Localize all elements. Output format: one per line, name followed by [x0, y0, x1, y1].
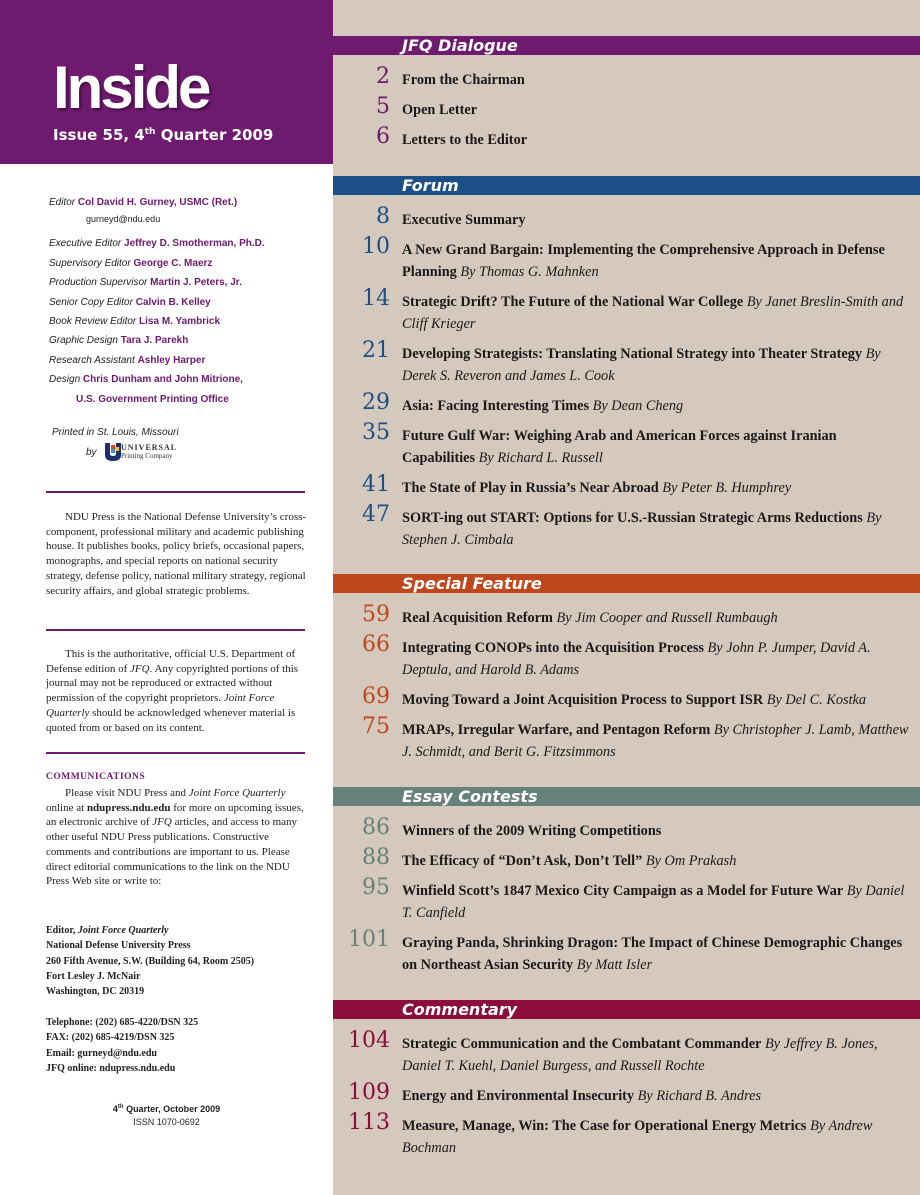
section-header [333, 574, 920, 593]
printed-location: Printed in St. Louis, Missouri [52, 427, 179, 438]
page-number: 41 [362, 472, 390, 497]
issue-quarter: Quarter 2009 [155, 126, 274, 144]
article-author: By Richard B. Andres [637, 1088, 762, 1104]
staff-row: Production Supervisor Martin J. Peters, Jr. [49, 277, 242, 289]
printer-logo [103, 441, 178, 463]
section-header [333, 1000, 920, 1019]
section-title: Commentary [402, 1000, 518, 1019]
staff-row: Supervisory Editor George C. Maerz [49, 257, 213, 269]
divider [46, 491, 305, 493]
section-header [333, 787, 920, 806]
article-title: SORT-ing out START: Options for U.S.-Russian Strategic Arms Reductions [402, 510, 863, 526]
page-number: 101 [348, 927, 390, 952]
inside-header [0, 0, 333, 164]
article-author: By Janet Breslin-Smith and Cliff Krieger [402, 294, 904, 332]
staff-list [49, 193, 265, 409]
article-title: Strategic Drift? The Future of the National War College [402, 294, 744, 310]
article-title: Moving Toward a Joint Acquisition Process to Support ISR [402, 692, 764, 708]
article-title: Open Letter [402, 102, 478, 118]
article-title: Strategic Communication and the Combatant Commander [402, 1036, 762, 1052]
page-number: 113 [348, 1110, 390, 1135]
article-title: The State of Play in Russia’s Near Abroad [402, 480, 659, 496]
divider [46, 752, 305, 754]
article-title: Graying Panda, Shrinking Dragon: The Impact of Chinese Demographic Changes on Northeast Asian Security [402, 935, 903, 973]
article-author: By Peter B. Humphrey [662, 480, 792, 496]
authority-paragraph: This is the authoritative, official U.S. Department of Defense edition of JFQ. Any copyrighted portions of this journal may not be reproduced or extracted without permission of the copyright proprietors. Joint Force Quarterly should be acknowledged whenever material is quoted from or based on its content. [46, 648, 299, 734]
article-title: Energy and Environmental Insecurity [402, 1088, 635, 1104]
article-title: Winfield Scott’s 1847 Mexico City Campaign as a Model for Future War [402, 883, 844, 899]
online-link[interactable]: JFQ online: ndupress.ndu.edu [46, 1062, 176, 1074]
staff-row-cont: U.S. Government Printing Office [76, 393, 229, 405]
page-number: 35 [362, 420, 390, 445]
page-number: 47 [362, 502, 390, 527]
page-number: 66 [362, 632, 390, 657]
staff-row: Editor Col David H. Gurney, USMC (Ret.) [49, 197, 238, 208]
issue-line [53, 126, 273, 144]
article-author: By Del C. Kostka [766, 692, 867, 708]
article-title: Integrating CONOPs into the Acquisition Process [402, 640, 704, 656]
article-title: A New Grand Bargain: Implementing the Comprehensive Approach in Defense Planning [402, 242, 885, 280]
page-number: 8 [376, 204, 390, 229]
staff-row: Book Review Editor Lisa M. Yambrick [49, 316, 221, 328]
page-number: 109 [348, 1080, 390, 1105]
printer-logo-sub: Printing Company [121, 452, 173, 460]
article-title: Future Gulf War: Weighing Arab and American Forces against Iranian Capabilities [402, 428, 837, 466]
page-number: 2 [376, 64, 390, 89]
article-author: By Stephen J. Cimbala [402, 510, 882, 548]
website-link[interactable]: ndupress.ndu.edu [86, 801, 171, 814]
article-author: By Dean Cheng [592, 398, 684, 414]
page-number: 5 [376, 94, 390, 119]
article-title: Winners of the 2009 Writing Competitions [402, 823, 662, 839]
page-title: Inside [53, 54, 209, 121]
staff-row: Research Assistant Ashley Harper [49, 354, 206, 366]
article-title: Asia: Facing Interesting Times [402, 398, 590, 414]
page-number: 88 [362, 845, 390, 870]
issue-date: 4th Quarter, October 2009 ISSN 1070-0692 [0, 1101, 333, 1129]
staff-row: Graphic Design Tara J. Parekh [49, 335, 189, 347]
staff-row: Design Chris Dunham and John Mitrione, [49, 374, 243, 386]
section-title: Essay Contests [402, 787, 538, 806]
communications-heading: COMMUNICATIONS [46, 772, 146, 782]
staff-row: Senior Copy Editor Calvin B. Kelley [49, 296, 211, 308]
table-of-contents [333, 0, 920, 1195]
page-number: 86 [362, 815, 390, 840]
about-paragraph: NDU Press is the National Defense University’s cross-component, professional military and academic publishing house. It publishes books, policy briefs, occasional papers, monographs, and special reports on national security strategy, defense policy, national military strategy, regional security affairs, and global strategic problems. [46, 511, 307, 597]
page-number: 75 [362, 714, 390, 739]
contact-info: Telephone: (202) 685-4220/DSN 325 FAX: (202) 685-4219/DSN 325 Email: gurneyd@ndu.edu JFQ online: ndupress.ndu.edu [46, 1015, 316, 1076]
article-title: Measure, Manage, Win: The Case for Operational Energy Metrics [402, 1118, 807, 1134]
article-title: MRAPs, Irregular Warfare, and Pentagon Reform [402, 722, 711, 738]
page-number: 95 [362, 875, 390, 900]
article-author: By Derek S. Reveron and James L. Cook [402, 346, 881, 384]
article-author: By Daniel T. Canfield [402, 883, 905, 921]
article-title: Executive Summary [402, 212, 526, 228]
article-title: Letters to the Editor [402, 132, 528, 148]
page-number: 21 [362, 338, 390, 363]
email-link[interactable]: Email: gurneyd@ndu.edu [46, 1047, 157, 1059]
page-number: 29 [362, 390, 390, 415]
issue-sup: th [144, 127, 156, 137]
article-author: By Richard L. Russell [478, 449, 603, 466]
section-title: Forum [402, 176, 459, 195]
printer-logo-icon [103, 441, 123, 463]
section-header [333, 36, 920, 55]
page-number: 14 [362, 286, 390, 311]
printed-by: by [86, 446, 97, 458]
issn: ISSN 1070-0692 [133, 1117, 200, 1127]
section-header [333, 176, 920, 195]
article-title: The Efficacy of “Don’t Ask, Don’t Tell” [402, 853, 643, 869]
article-author: By Christopher J. Lamb, Matthew J. Schmidt, and Berit G. Fitzsimmons [402, 722, 909, 760]
masthead-column [0, 0, 333, 1195]
article-author: By Om Prakash [645, 853, 737, 869]
mailing-address: Editor, Joint Force Quarterly National Defense University Press 260 Fifth Avenue, S.W. (Building 64, Room 2505) Fort Lesley J. McNair Washington, DC 20319 [46, 925, 255, 998]
article-title: Developing Strategists: Translating National Strategy into Theater Strategy [402, 346, 862, 362]
page-number: 104 [348, 1028, 390, 1053]
staff-row: Executive Editor Jeffrey D. Smotherman, Ph.D. [49, 238, 265, 250]
section-title: JFQ Dialogue [402, 36, 518, 55]
page-number: 10 [362, 234, 390, 259]
article-author: By Thomas G. Mahnken [460, 263, 599, 280]
communications-paragraph: Please visit NDU Press and Joint Force Quarterly online at ndupress.ndu.edu for more on upcoming issues, an electronic archive of JFQ articles, and access to many other useful NDU Press publications. Constructive comments and contributions are important to us. Please direct editorial communications to the link on the NDU Press Web site or write to: [46, 787, 304, 888]
article-title: Real Acquisition Reform [402, 610, 553, 626]
article-author: By Jeffrey B. Jones, Daniel T. Kuehl, Daniel Burgess, and Russell Rochte [402, 1036, 878, 1074]
article-author: By John P. Jumper, David A. Deptula, and Harold B. Adams [402, 640, 871, 678]
article-author: By Jim Cooper and Russell Rumbaugh [556, 610, 778, 626]
page-number: 59 [362, 602, 390, 627]
printer-credit [52, 424, 179, 463]
page-number: 6 [376, 124, 390, 149]
page-number: 69 [362, 684, 390, 709]
divider [46, 629, 305, 631]
issue-number: Issue 55, 4 [53, 126, 145, 144]
printer-logo-name: UNIVERSAL [121, 443, 178, 452]
article-title: From the Chairman [402, 72, 525, 88]
section-title: Special Feature [402, 574, 542, 593]
article-author: By Matt Isler [576, 956, 653, 973]
editor-email[interactable]: gurneyd@ndu.edu [86, 214, 161, 225]
article-author: By Andrew Bochman [402, 1118, 873, 1156]
